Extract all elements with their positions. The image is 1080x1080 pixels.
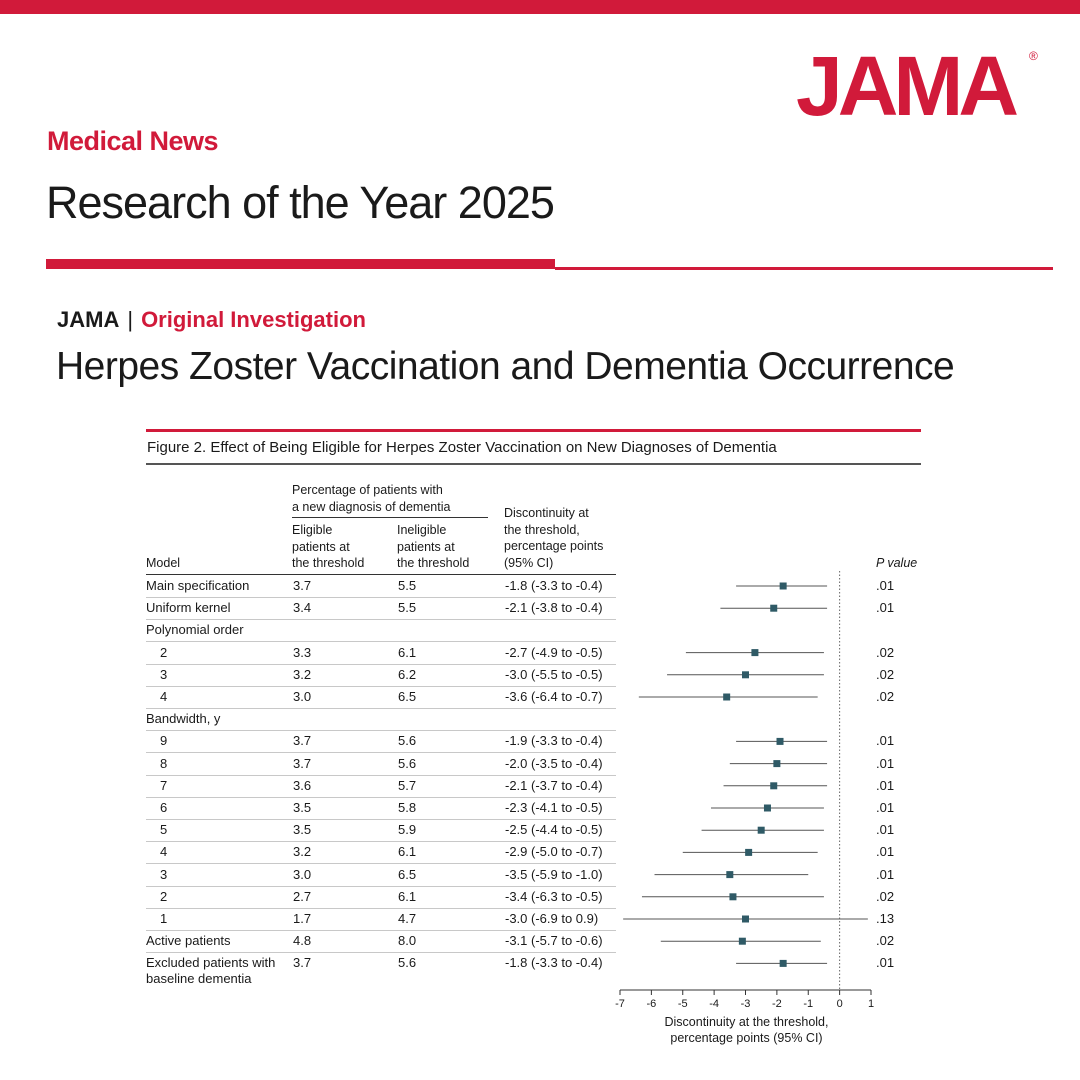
- eligible-value: 3.6: [293, 777, 312, 793]
- ineligible-value: 6.5: [398, 689, 417, 704]
- row-label: 4: [160, 844, 168, 860]
- p-value: .01: [876, 800, 895, 815]
- ci-value: -2.7 (-4.9 to -0.5): [505, 644, 603, 660]
- ineligible-value: 8.0: [398, 933, 417, 949]
- eligible-value: 3.5: [293, 800, 312, 815]
- eligible-value: 3.7: [293, 955, 312, 971]
- eligible-value: 3.7: [293, 733, 312, 749]
- eligible-header-line3: the threshold: [292, 556, 365, 570]
- ineligible-header-line1: Ineligible: [397, 523, 447, 537]
- section-label: Medical News: [47, 126, 219, 156]
- ci-value: -3.0 (-6.9 to 0.9): [505, 911, 599, 926]
- row-label: 4: [160, 689, 168, 704]
- eligible-value: 3.2: [293, 666, 312, 682]
- row-label: 9: [160, 733, 168, 749]
- p-value: .01: [876, 866, 895, 882]
- point-estimate: [773, 760, 780, 767]
- x-tick-label: 0: [836, 998, 843, 1010]
- ci-value: -3.1 (-5.7 to -0.6): [505, 933, 603, 949]
- ineligible-value: 5.6: [398, 755, 417, 771]
- ci-value: -3.4 (-6.3 to -0.5): [505, 888, 603, 904]
- eligible-value: 3.0: [293, 689, 312, 704]
- ineligible-value: 5.8: [398, 800, 417, 815]
- point-estimate: [739, 938, 746, 945]
- p-value: .02: [876, 888, 895, 904]
- ineligible-value: 6.1: [398, 644, 417, 660]
- page-headline: Research of the Year 2025: [46, 177, 554, 228]
- ineligible-value: 5.7: [398, 777, 417, 793]
- point-estimate: [777, 738, 784, 745]
- article-title: Herpes Zoster Vaccination and Dementia Occurrence: [56, 345, 955, 388]
- point-estimate: [751, 649, 758, 656]
- x-tick-label: -2: [771, 998, 782, 1010]
- p-value: .01: [876, 578, 895, 593]
- point-estimate: [745, 849, 752, 856]
- ci-value: -3.0 (-5.5 to -0.5): [505, 666, 603, 682]
- eligible-value: 3.4: [293, 600, 312, 616]
- ineligible-value: 5.9: [398, 822, 417, 838]
- x-tick-label: 1: [867, 998, 875, 1010]
- eligible-value: 3.3: [293, 644, 312, 660]
- ci-value: -2.1 (-3.8 to -0.4): [505, 600, 603, 616]
- discontinuity-header-line3: percentage points: [504, 539, 604, 553]
- x-tick-label: -1: [803, 998, 814, 1010]
- row-label: 2: [160, 888, 168, 904]
- eligible-value: 3.7: [293, 578, 312, 593]
- point-estimate: [742, 671, 749, 678]
- figure-caption: Figure 2. Effect of Being Eligible for Herpes Zoster Vaccination on New Diagnoses of Dementia: [147, 439, 777, 456]
- row-label: Uniform kernel: [146, 600, 231, 616]
- ineligible-header-line2: patients at: [397, 539, 455, 554]
- row-label: 7: [160, 777, 168, 793]
- pct-group-header-line2: a new diagnosis of dementia: [292, 499, 451, 514]
- ineligible-value: 6.2: [398, 666, 417, 682]
- eligible-value: 3.5: [293, 822, 312, 838]
- ineligible-value: 5.5: [398, 578, 417, 593]
- point-estimate: [742, 916, 749, 923]
- x-axis-label-line2: percentage points (95% CI): [670, 1031, 823, 1045]
- row-label: 6: [160, 800, 168, 815]
- x-axis-label: [620, 1014, 873, 1046]
- ci-value: -2.3 (-4.1 to -0.5): [505, 800, 603, 815]
- jama-logo: JAMA: [796, 39, 1015, 133]
- p-value: .13: [876, 911, 895, 926]
- point-estimate: [729, 893, 736, 900]
- row-label-line2: baseline dementia: [146, 971, 252, 987]
- eligible-value: 3.7: [293, 755, 312, 771]
- p-value: .01: [876, 955, 895, 971]
- ineligible-value: 5.6: [398, 733, 417, 749]
- eligible-value: 2.7: [293, 888, 312, 904]
- eligible-value: 3.2: [293, 844, 312, 860]
- point-estimate: [726, 871, 733, 878]
- eligible-header-line2: patients at: [292, 539, 350, 554]
- p-value: .01: [876, 844, 895, 860]
- pvalue-header: P value: [876, 556, 918, 570]
- model-header: Model: [146, 556, 181, 570]
- eligible-value: 4.8: [293, 933, 312, 949]
- ineligible-value: 6.5: [398, 866, 417, 882]
- row-label: 3: [160, 666, 168, 682]
- p-value: .01: [876, 755, 895, 771]
- point-estimate: [780, 960, 787, 967]
- ineligible-value: 5.6: [398, 955, 417, 971]
- row-label: Polynomial order: [146, 622, 244, 638]
- eligible-value: 1.7: [293, 911, 312, 926]
- eligible-header-line1: Eligible: [292, 523, 333, 537]
- p-value: .02: [876, 689, 895, 704]
- row-label: Main specification: [146, 578, 250, 593]
- x-tick-label: -5: [677, 998, 688, 1010]
- x-tick-label: -4: [709, 998, 720, 1010]
- point-estimate: [770, 605, 777, 612]
- ci-value: -2.0 (-3.5 to -0.4): [505, 755, 603, 771]
- journal-separator: |: [127, 307, 134, 332]
- eligible-value: 3.0: [293, 866, 312, 882]
- ineligible-header-line3: the threshold: [397, 556, 470, 570]
- point-estimate: [770, 782, 777, 789]
- ci-value: -2.9 (-5.0 to -0.7): [505, 844, 603, 860]
- p-value: .01: [876, 600, 895, 616]
- ineligible-value: 6.1: [398, 844, 417, 860]
- row-label: Excluded patients with: [146, 955, 276, 971]
- point-estimate: [764, 805, 771, 812]
- row-label: 1: [160, 911, 168, 926]
- point-estimate: [780, 583, 787, 590]
- x-tick-label: -6: [646, 998, 657, 1010]
- ci-value: -2.5 (-4.4 to -0.5): [505, 822, 603, 838]
- row-label: Active patients: [146, 933, 231, 949]
- x-tick-label: -7: [615, 998, 625, 1010]
- pct-group-header-line1: Percentage of patients with: [292, 483, 443, 497]
- ci-value: -1.8 (-3.3 to -0.4): [505, 955, 603, 971]
- ci-value: -1.9 (-3.3 to -0.4): [505, 733, 603, 749]
- p-value: .02: [876, 644, 895, 660]
- row-label: 2: [160, 644, 168, 660]
- p-value: .02: [876, 666, 895, 682]
- discontinuity-header-line2: the threshold,: [504, 522, 580, 537]
- discontinuity-header-line1: Discontinuity at: [504, 506, 589, 520]
- point-estimate: [758, 827, 765, 834]
- ci-value: -1.8 (-3.3 to -0.4): [505, 578, 603, 593]
- x-tick-label: -3: [740, 998, 751, 1010]
- row-label: Bandwidth, y: [146, 711, 221, 727]
- p-value: .01: [876, 777, 895, 793]
- ci-value: -3.6 (-6.4 to -0.7): [505, 689, 603, 704]
- ci-value: -3.5 (-5.9 to -1.0): [505, 866, 603, 882]
- ineligible-value: 6.1: [398, 888, 417, 904]
- ineligible-value: 5.5: [398, 600, 417, 616]
- discontinuity-header-line4: (95% CI): [504, 555, 554, 570]
- ci-value: -2.1 (-3.7 to -0.4): [505, 777, 603, 793]
- journal-name: JAMA: [57, 307, 120, 332]
- row-label: 5: [160, 822, 168, 838]
- ineligible-value: 4.7: [398, 911, 417, 926]
- x-axis-label-line1: Discontinuity at the threshold,: [664, 1015, 829, 1029]
- p-value: .01: [876, 733, 895, 749]
- point-estimate: [723, 694, 730, 701]
- registered-mark: ®: [1029, 49, 1038, 63]
- p-value: .02: [876, 933, 895, 949]
- row-label: 8: [160, 755, 168, 771]
- row-label: 3: [160, 866, 168, 882]
- article-type: Original Investigation: [141, 307, 366, 332]
- p-value: .01: [876, 822, 895, 838]
